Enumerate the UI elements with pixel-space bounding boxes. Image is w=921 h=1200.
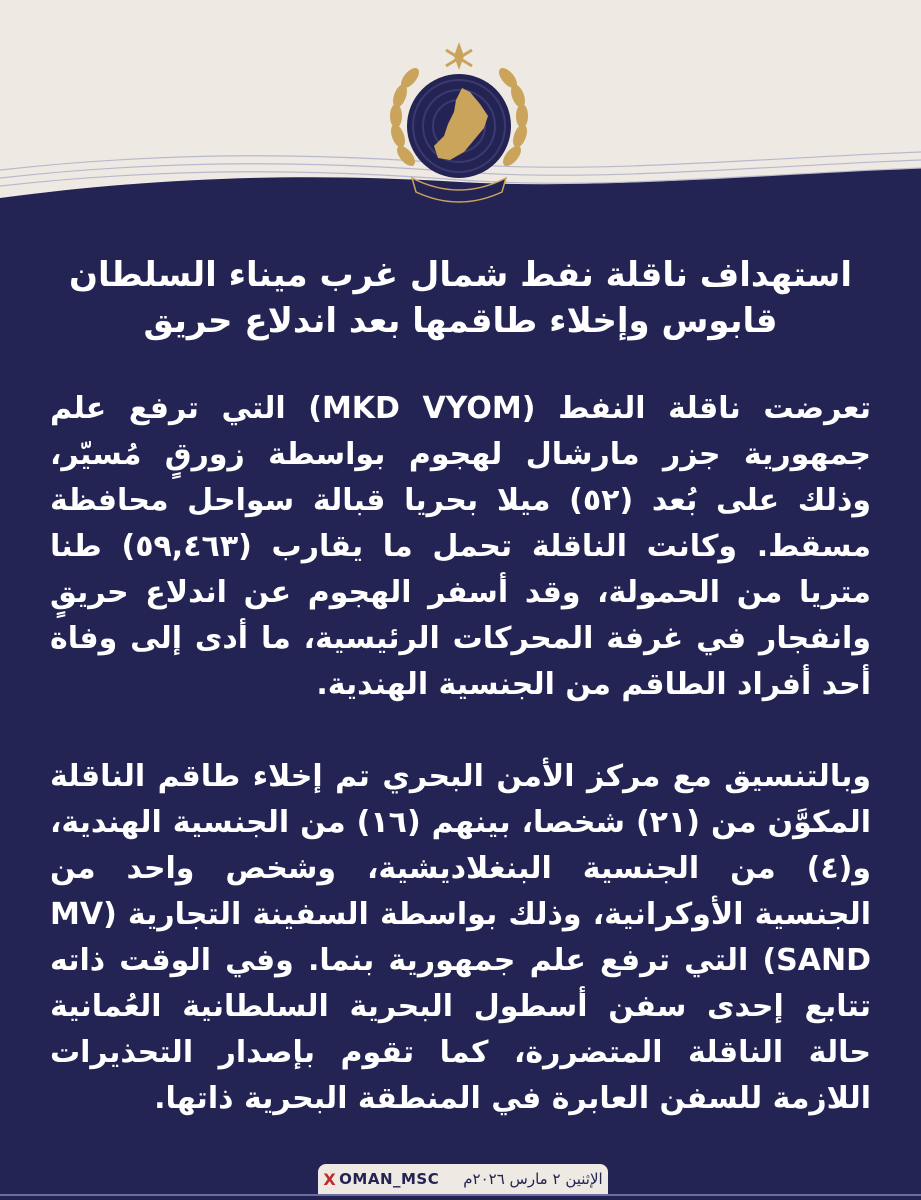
header-band	[0, 0, 921, 230]
footer-divider	[0, 1194, 921, 1196]
article-body	[50, 252, 871, 1168]
footer	[0, 1160, 921, 1200]
footer-date: الإثنين ٢ مارس ٢٠٢٦م	[463, 1170, 603, 1188]
footer-bar	[318, 1164, 608, 1194]
social-handle[interactable]	[323, 1170, 439, 1189]
article-paragraph-1: تعرضت ناقلة النفط (MKD VYOM) التي ترفع علم جمهورية جزر مارشال لهجوم بواسطة زورقٍ مُسيّر، وذلك على بُعد (٥٢) ميلا بحريا قبالة سواحل محافظة مسقط. وكانت الناقلة تحمل ما يقارب (٥٩,٤٦٣) طنا متريا من الحمولة، وقد أسفر الهجوم عن اندلاع حريقٍ وانفجار في غرفة المحركات الرئيسية، ما أدى إلى وفاة أحد أفراد الطاقم من الجنسية الهندية.	[50, 391, 872, 702]
article-headline: استهداف ناقلة نفط شمال غرب ميناء السلطان قابوس وإخلاء طاقمها بعد اندلاع حريق	[69, 255, 852, 341]
article-paragraph-2: وبالتنسيق مع مركز الأمن البحري تم إخلاء طاقم الناقلة المكوَّن من (٢١) شخصا، بينهم (١٦) من الجنسية الهندية، و(٤) من الجنسية البنغلاديشية، وشخص واحد من الجنسية الأوكرانية، وذلك بواسطة السفينة التجارية (MV SAND) التي ترفع علم جمهورية بنما. وفي الوقت ذاته تتابع إحدى سفن أسطول البحرية السلطانية العُمانية حالة الناقلة المتضررة، كما تقوم بإصدار التحذيرات اللازمة للسفن العابرة في المنطقة البحرية ذاتها.	[50, 759, 871, 1116]
x-logo-icon: X	[323, 1169, 337, 1189]
handle-text: OMAN_MSC	[339, 1170, 440, 1188]
maritime-security-emblem-icon	[384, 36, 534, 206]
